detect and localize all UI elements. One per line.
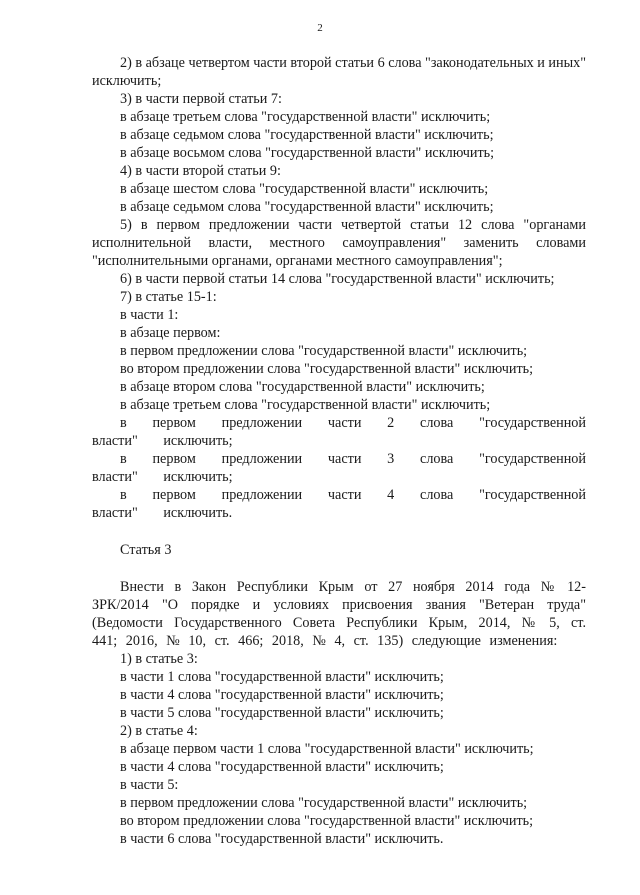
page-number: 2 (317, 22, 323, 34)
paragraph: в абзаце шестом слова "государственной власти" исключить; (120, 181, 489, 197)
paragraph: в абзаце третьем слова "государственной власти" исключить; (120, 109, 491, 125)
paragraph: в абзаце восьмом слова "государственной власти" исключить; (120, 145, 495, 161)
paragraph: в части 4 слова "государственной власти" исключить; (120, 687, 444, 703)
paragraph: Внести в Закон Республики Крым от 27 ноября 2014 года № 12-ЗРК/2014 "О порядке и условиях присвоения звания "Ветеран труда" (Ведомости Государственного Совета Республики Крым, 2014, № 5, ст. 441; 2016, № 10, ст. 466; 2018, № 4, ст. 135) следующие изменения: (92, 579, 586, 649)
paragraph: 3) в части первой статьи 7: (120, 91, 282, 107)
paragraph: в части 6 слова "государственной власти" исключить. (120, 831, 444, 847)
paragraph: 6) в части первой статьи 14 слова "государственной власти" исключить; (120, 271, 555, 287)
paragraph: во втором предложении слова "государственной власти" исключить; (120, 361, 534, 377)
paragraph: в абзаце первом: (120, 325, 221, 341)
paragraph: во втором предложении слова "государственной власти" исключить; (120, 813, 534, 829)
article-heading: Статья 3 (120, 542, 172, 558)
paragraph: в части 4 слова "государственной власти" исключить; (120, 759, 444, 775)
paragraph: в абзаце седьмом слова "государственной власти" исключить; (120, 127, 494, 143)
paragraph: 5) в первом предложении части четвертой статьи 12 слова "органами исполнительной власти, местного самоуправления" заменить словами "исполнительными органами, органами местного самоуправления"; (92, 217, 586, 269)
paragraph: в первом предложении слова "государственной власти" исключить; (120, 343, 528, 359)
paragraph: 2) в статье 4: (120, 723, 198, 739)
paragraph: в абзаце седьмом слова "государственной власти" исключить; (120, 199, 494, 215)
paragraph: в абзаце третьем слова "государственной власти" исключить; (120, 397, 491, 413)
document-body (92, 54, 586, 848)
paragraph: в первом предложении слова "государственной власти" исключить; (120, 795, 528, 811)
paragraph: в абзаце первом части 1 слова "государственной власти" исключить; (120, 741, 534, 757)
paragraph: 4) в части второй статьи 9: (120, 163, 281, 179)
paragraph: в части 5: (120, 777, 179, 793)
paragraph: 2) в абзаце четвертом части второй статьи 6 слова "законодательных и иных" исключить; (92, 55, 586, 89)
paragraph: в части 5 слова "государственной власти" исключить; (120, 705, 444, 721)
paragraph: 1) в статье 3: (120, 651, 198, 667)
paragraph: в первом предложении части 2 слова "государственной власти" исключить; (92, 415, 586, 449)
paragraph: в первом предложении части 4 слова "государственной власти" исключить. (92, 487, 586, 521)
paragraph: 7) в статье 15-1: (120, 289, 217, 305)
paragraph: в части 1: (120, 307, 179, 323)
paragraph: в первом предложении части 3 слова "государственной власти" исключить; (92, 451, 586, 485)
paragraph: в части 1 слова "государственной власти" исключить; (120, 669, 444, 685)
paragraph: в абзаце втором слова "государственной власти" исключить; (120, 379, 485, 395)
